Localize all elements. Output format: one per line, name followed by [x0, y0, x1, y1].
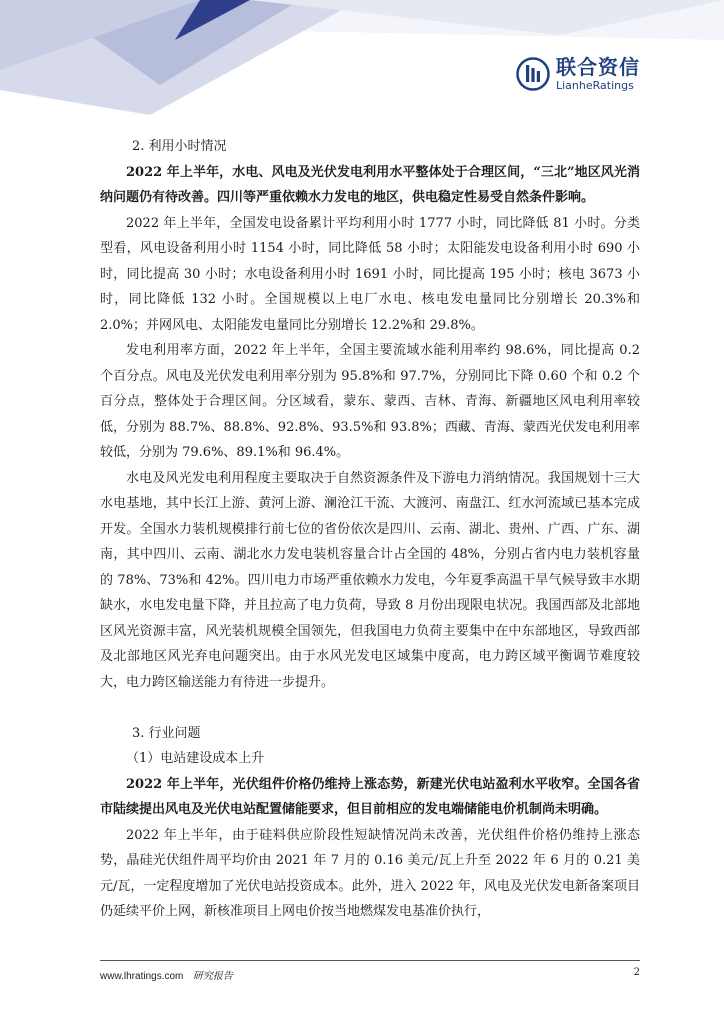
summary-paragraph-construction-cost: 2022 年上半年，光伏组件价格仍维持上涨态势，新建光伏电站盈利水平收窄。全国各省市陆续提出风电及光伏电站配置储能要求，但目前相应的发电端储能电价机制尚未明确。 — [100, 776, 640, 817]
lianhe-logo-icon — [516, 57, 550, 91]
paragraph-hydro-wind-solar: 水电及风光发电利用程度主要取决于自然资源条件及下游电力消纳情况。我国规划十三大水电基地，其中长江上游、黄河上游、澜沧江干流、大渡河、南盘江、红水河流域已基本完成开发。全国水力装机规模排行前七位的省份依次是四川、云南、湖北、贵州、广西、广东、湖南，其中四川、云南、湖北水力发电装机容量合计占全国的 48%，分别占省内电力装机容量的 78%、73%和 42%。四川电力市场严重依赖水力发电，今年夏季高温干旱气候导致丰水期缺水，水电发电量下降，并且拉高了电力负荷，导致 8 月份出现限电状况。我国西部及北部地区风光资源丰富，风光装机规模全国领先，但我国电力负荷主要集中在中东部地区，导致西部及北部地区风光弃电问题突出。由于水风光发电区域集中度高，电力跨区域平衡调节难度较大，电力跨区输送能力有待进一步提升。 — [100, 470, 640, 690]
footer-website-link[interactable]: www.lhratings.com — [100, 971, 184, 982]
subsection-heading-construction-cost: （1）电站建设成本上升 — [126, 751, 265, 766]
section-heading-utilization-hours: 2. 利用小时情况 — [132, 139, 227, 154]
logo-chinese-name: 联合资信 — [556, 55, 640, 79]
section-heading-industry-issues: 3. 行业问题 — [132, 725, 201, 741]
company-logo — [516, 54, 640, 94]
paragraph-utilization-hours: 2022 年上半年，全国发电设备累计平均利用小时 1777 小时，同比降低 81 小时。分类型看，风电设备利用小时 1154 小时，同比降低 58 小时；太阳能发电设备利用小时 690 小时，同比提高 30 小时；水电设备利用小时 1691 小时，同比提高 195 小时；核电 3673 小时，同比降低 132 小时。全国规模以上电厂水电、核电发电量同比分别增长 20.3%和 2.0%；并网风电、太阳能发电量同比分别增长 12.2%和 29.8%。 — [100, 215, 640, 333]
summary-paragraph-utilization: 2022 年上半年，水电、风电及光伏发电利用水平整体处于合理区间，“三北”地区风光消纳问题仍有待改善。四川等严重依赖水力发电的地区，供电稳定性易受自然条件影响。 — [100, 164, 640, 205]
page-footer — [100, 960, 640, 982]
footer-doc-type: 研究报告 — [192, 971, 233, 982]
page-number: 2 — [633, 967, 640, 978]
paragraph-utilization-rate: 发电利用率方面，2022 年上半年，全国主要流域水能利用率约 98.6%，同比提高 0.2 个百分点。风电及光伏发电利用率分别为 95.8%和 97.7%，分别同比下降 0.60 个和 0.2 个百分点，整体处于合理区间。分区域看，蒙东、蒙西、吉林、青海、新疆地区风电利用率较低，分别为 88.7%、88.8%、92.8%、93.5%和 93.8%；西藏、青海、蒙西光伏发电利用率较低，分别为 79.6%、89.1%和 96.4%。 — [100, 343, 640, 460]
logo-english-name: LianheRatings — [556, 79, 634, 92]
document-body — [100, 134, 640, 925]
paragraph-module-prices: 2022 年上半年，由于硅料供应阶段性短缺情况尚未改善，光伏组件价格仍维持上涨态势，晶硅光伏组件周平均价由 2021 年 7 月的 0.16 美元/瓦上升至 2022 年 6 月的 0.21 美元/瓦，一定程度增加了光伏电站投资成本。此外，进入 2022 年，风电及光伏发电新备案项目仍延续平价上网，新核准项目上网电价按当地燃煤发电基准价执行， — [100, 827, 640, 919]
